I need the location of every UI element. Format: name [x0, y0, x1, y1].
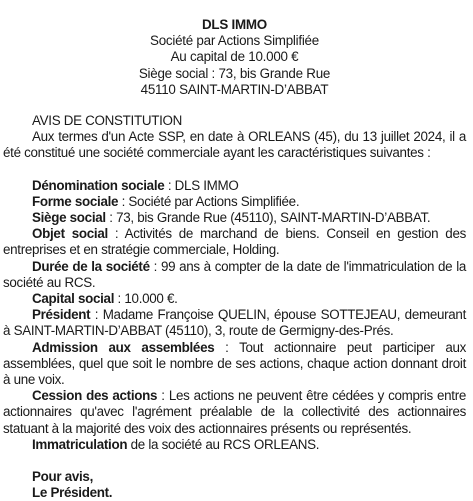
item-value: Société par Actions Simplifiée.	[128, 193, 300, 209]
notice-intro: Aux termes d'un Acte SSP, en date à ORLEANS (45), du 13 juillet 2024, il a été constitué une société commerciale ayant les caractéristiques suivantes :	[3, 129, 466, 161]
item-separator: :	[114, 291, 125, 307]
capital-line: Au capital de 10.000 €	[170, 49, 299, 65]
legal-form-line: Société par Actions Simplifiée	[150, 33, 319, 49]
item-separator: :	[90, 307, 103, 323]
notice-body	[3, 113, 466, 501]
item-value: Activités de marchand de biens. Conseil en gestion des entreprises et en stratégie commerciale, Holding.	[3, 226, 466, 258]
item-label: Dénomination sociale	[32, 177, 165, 193]
item-separator: :	[164, 177, 175, 193]
closing-text: Pour avis,	[32, 469, 94, 485]
item-label: Cession des actions	[32, 388, 158, 404]
spacer	[3, 162, 466, 178]
company-header	[3, 17, 466, 98]
item-value: 73, bis Grande Rue (45110), SAINT-MARTIN-D’ABBAT.	[116, 210, 431, 226]
item-label: Président	[32, 307, 91, 323]
item-siege-social	[3, 210, 466, 226]
signature-title: Le Président.	[32, 485, 113, 501]
company-name: DLS IMMO	[202, 17, 267, 32]
item-value: 99 ans à compter de la date de l'immatriculation de la société au RCS.	[3, 258, 467, 290]
item-cession	[3, 388, 466, 437]
item-value: de la société au RCS ORLEANS.	[130, 436, 320, 452]
item-label: Admission aux assemblées	[32, 339, 215, 355]
item-separator: :	[214, 339, 240, 355]
item-president	[3, 307, 466, 339]
item-label: Capital social	[32, 291, 115, 307]
spacer	[3, 453, 466, 469]
item-label: Immatriculation	[32, 436, 128, 452]
city-line: 45110 SAINT-MARTIN-D’ABBAT	[140, 81, 329, 97]
closing-line-1	[3, 469, 466, 485]
item-value: Madame Françoise QUELIN, épouse SOTTEJEAU, demeurant à SAINT-MARTIN-D’ABBAT (45110), 3, route de Germigny-des-Prés.	[3, 307, 466, 339]
item-separator: :	[149, 258, 161, 274]
seat-line: Siège social : 73, bis Grande Rue	[138, 65, 331, 81]
item-label: Forme sociale	[32, 193, 119, 209]
item-forme-sociale	[3, 194, 466, 210]
item-value: Les actions ne peuvent être cédées y compris entre actionnaires qu'avec l'agrément préalable de la collectivité des actionnaires statuant à la majorité des voix des actionnaires présents ou représentés.	[3, 388, 466, 436]
item-immatriculation	[3, 437, 466, 453]
item-value: 10.000 €.	[124, 291, 178, 307]
notice-title: AVIS DE CONSTITUTION	[32, 113, 182, 129]
item-separator: :	[118, 193, 129, 209]
item-separator: :	[157, 388, 169, 404]
item-duree	[3, 259, 466, 291]
item-label: Objet social	[32, 226, 108, 242]
item-admission	[3, 340, 466, 389]
item-objet-social	[3, 226, 466, 258]
item-label: Siège social	[32, 210, 106, 226]
item-label: Durée de la société	[32, 258, 150, 274]
item-separator: :	[107, 226, 125, 242]
item-capital-social	[3, 291, 466, 307]
item-value: DLS IMMO	[174, 177, 239, 193]
closing-line-2	[3, 485, 466, 501]
item-denomination	[3, 178, 466, 194]
item-value: Tout actionnaire peut participer aux assemblées, quel que soit le nombre de ses actions, chaque action donnant droit à une voix.	[3, 339, 467, 388]
item-separator: :	[105, 210, 117, 226]
